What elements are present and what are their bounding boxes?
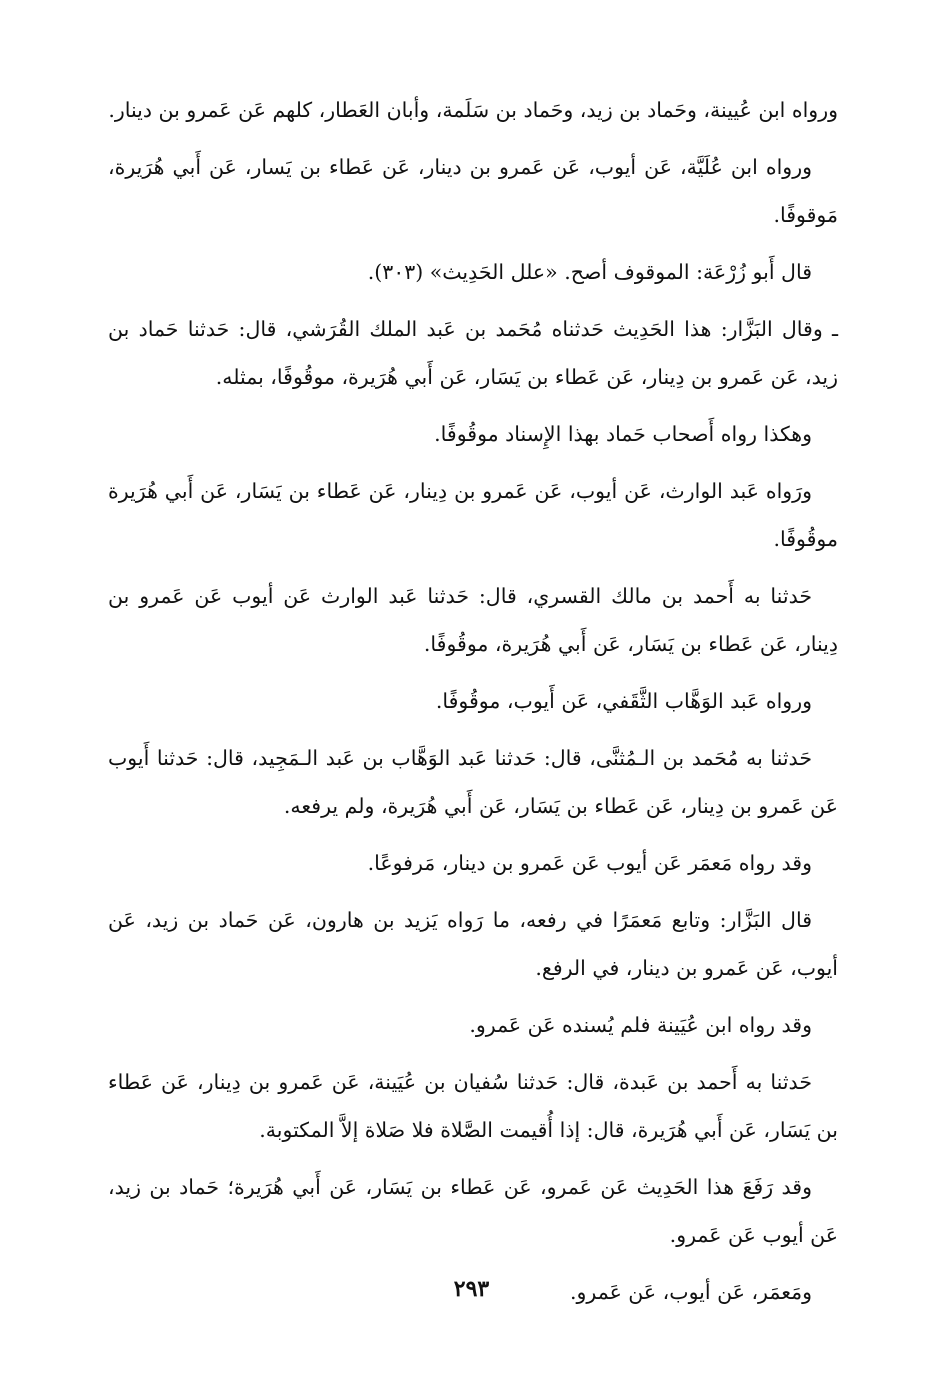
paragraph: حَدثنا به مُحَمد بن الـمُثنَّى، قال: حَدثنا عَبد الوَهَّاب بن عَبد الـمَجِيد، قال: حَدثنا أَيوب عَن عَمرو بن دِينار، عَن عَطاء بن يَسَار، عَن أَبي هُرَيرة، ولم يرفعه. <box>108 746 838 818</box>
paragraph: ورواه ابن عُلَيَّة، عَن أيوب، عَن عَمرو بن دينار، عَن عَطاء بن يَسار، عَن أَبي هُرَيرة، مَوقوفًا. <box>108 155 838 227</box>
paragraph: ومَعمَر، عَن أيوب، عَن عَمرو. <box>569 1280 812 1304</box>
page-body <box>108 86 838 1316</box>
paragraph: وهكذا رواه أَصحاب حَماد بهذا الإِسناد موقُوفًا. <box>434 422 812 446</box>
paragraph: قال أَبو زُرْعَة: الموقوف أصح. «علل الحَدِيث» (٣٠٣). <box>367 260 812 284</box>
paragraph: قال البَزَّار: وتابع مَعمَرًا في رفعه، ما رَواه يَزيد بن هارون، عَن حَماد بن زيد، عَن أيوب، عَن عَمرو بن دينار، في الرفع. <box>108 908 838 980</box>
paragraph: وقد رواه ابن عُيَينة فلم يُسنده عَن عَمرو. <box>469 1013 812 1037</box>
paragraph: حَدثنا به أَحمد بن مالك القسري، قال: حَدثنا عَبد الوارث عَن أيوب عَن عَمرو بن دِينار، عَن عَطاء بن يَسَار، عَن أَبي هُرَيرة، موقُوفًا. <box>108 584 838 656</box>
paragraph: ورَواه عَبد الوارث، عَن أيوب، عَن عَمرو بن دِينار، عَن عَطاء بن يَسَار، عَن أَبي هُرَيرة موقُوفًا. <box>108 479 838 551</box>
paragraph: وقد رَفَعَ هذا الحَدِيث عَن عَمرو، عَن عَطاء بن يَسَار، عَن أَبي هُرَيرة؛ حَماد بن زيد، عَن أيوب عَن عَمرو. <box>108 1175 838 1247</box>
paragraph: حَدثنا به أَحمد بن عَبدة، قال: حَدثنا سُفيان بن عُيَينة، عَن عَمرو بن دِينار، عَن عَطاء بن يَسَار، عَن أَبي هُرَيرة، قال: إذا أُقيمت الصَّلاة فلا صَلاة إلاَّ المكتوبة. <box>108 1070 838 1142</box>
page-number: ٢٩٣ <box>453 1276 490 1302</box>
paragraph: وقد رواه مَعمَر عَن أيوب عَن عَمرو بن دينار، مَرفوعًا. <box>367 851 812 875</box>
paragraph: ـ وقال البَزَّار: هذا الحَدِيث حَدثناه مُحَمد بن عَبد الملك القُرَشي، قال: حَدثنا حَماد بن زيد، عَن عَمرو بن دِينار، عَن عَطاء بن يَسَار، عَن أَبي هُرَيرة، موقُوفًا، بمثله. <box>108 317 838 389</box>
paragraph: ورواه ابن عُيينة، وحَماد بن زيد، وحَماد بن سَلَمة، وأبان العَطار، كلهم عَن عَمرو بن دينار. <box>108 98 838 122</box>
paragraph: ورواه عَبد الوَهَّاب الثَّقَفي، عَن أَيوب، موقُوفًا. <box>435 689 812 713</box>
